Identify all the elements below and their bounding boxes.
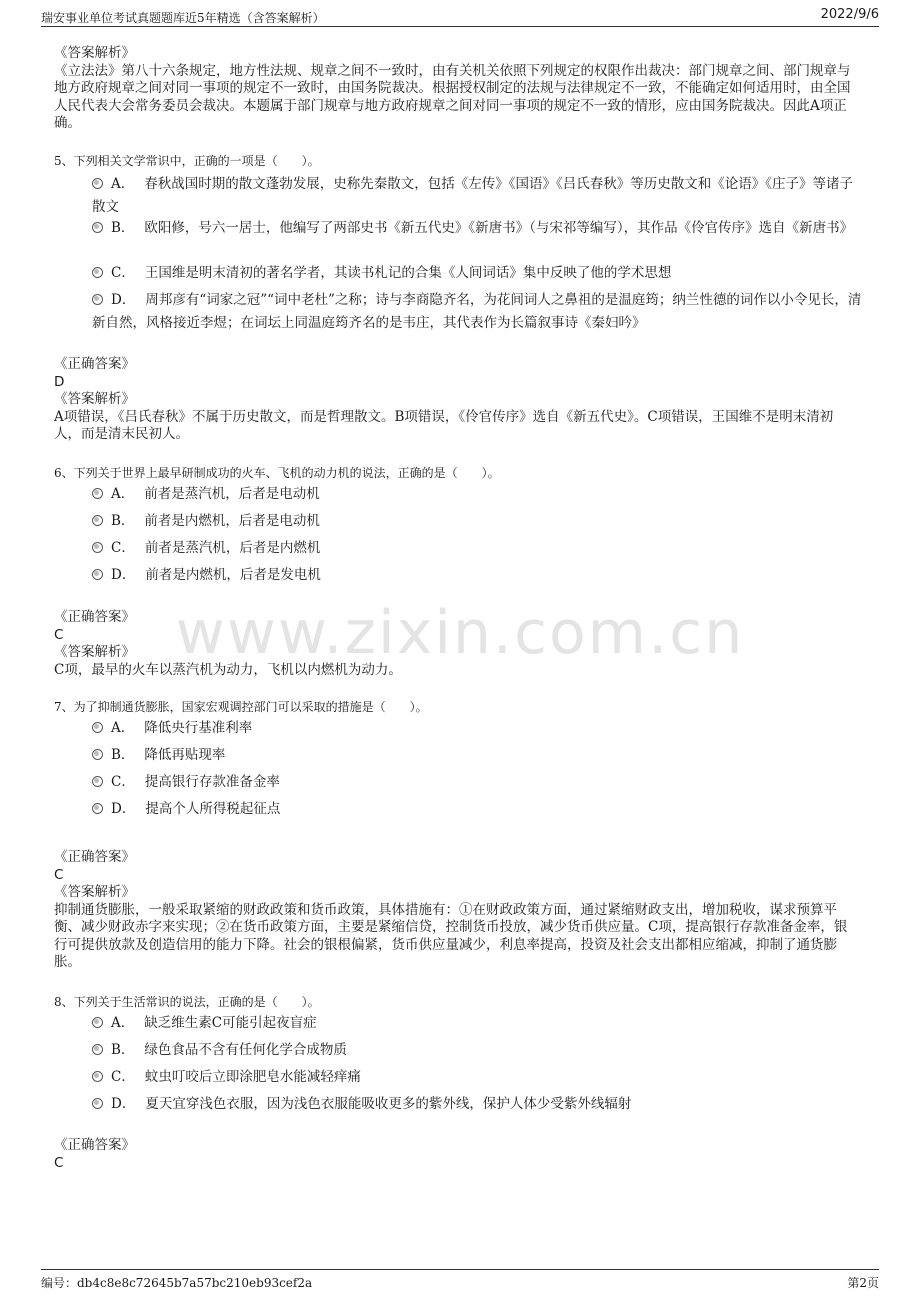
radio-icon[interactable]: [92, 803, 103, 814]
answer-label: 《正确答案》: [54, 609, 135, 625]
analysis-text: 抑制通货膨胀，一般采取紧缩的财政政策和货币政策，具体措施有：①在财政政策方面，通过紧缩财政支出，增加税收，谋求预算平衡、减少财政赤字来实现；②在货币政策方面，主要是紧缩信贷，控制货币投放，减少货币供应量。C项，提高银行存款准备金率，银行可提供放款及创造信用的能力下降。社会的银根偏紧，货币供应量减少，利息率提高，投资及社会支出都相应缩减，抑制了通货膨胀。: [54, 901, 848, 970]
option-a[interactable]: A． 前者是蒸汽机，后者是电动机: [92, 483, 864, 506]
radio-icon[interactable]: [92, 1071, 103, 1082]
radio-icon[interactable]: [92, 222, 103, 233]
option-d[interactable]: D． 夏天宜穿浅色衣服，因为浅色衣服能吸收更多的紫外线，保护人体少受紫外线辐射: [92, 1093, 864, 1116]
radio-icon[interactable]: [92, 488, 103, 499]
option-b[interactable]: B． 前者是内燃机，后者是电动机: [92, 510, 864, 533]
radio-icon[interactable]: [92, 749, 103, 760]
option-d[interactable]: D． 前者是内燃机，后者是发电机: [92, 564, 864, 587]
question-stem: 6、下列关于世界上最早研制成功的火车、飞机的动力机的说法，正确的是（ ）。: [54, 466, 500, 480]
option-a[interactable]: A． 春秋战国时期的散文蓬勃发展，史称先秦散文，包括《左传》《国语》《吕氏春秋》等历史散文和《论语》《庄子》等诸子散文: [92, 176, 853, 215]
option-d[interactable]: D． 提高个人所得税起征点: [92, 798, 864, 821]
option-d[interactable]: D． 周邦彦有“词家之冠”“词中老杜”之称；诗与李商隐齐名，为花间词人之鼻祖的是温庭筠；纳兰性德的词作以小令见长，清新自然，风格接近李煜；在词坛上同温庭筠齐名的是韦庄，其代表作为长篇叙事诗《秦妇吟》: [92, 292, 862, 331]
answer-label: 《正确答案》: [54, 356, 135, 372]
radio-icon[interactable]: [92, 1017, 103, 1028]
analysis-label: 《答案解析》: [54, 884, 135, 900]
watermark: www.zixin.com.cn: [175, 598, 745, 668]
option-c[interactable]: C． 提高银行存款准备金率: [92, 771, 864, 794]
answer-value: C: [54, 626, 64, 643]
answer-label: 《正确答案》: [54, 1137, 135, 1153]
analysis-text: A项错误，《吕氏春秋》不属于历史散文，而是哲理散文。B项错误，《伶官传序》选自《新五代史》。C项错误，王国维不是明末清初人，而是清末民初人。: [54, 408, 834, 442]
radio-icon[interactable]: [92, 776, 103, 787]
answer-value: D: [54, 373, 65, 390]
question-stem: 8、下列关于生活常识的说法，正确的是（ ）。: [54, 995, 320, 1009]
page-header: [41, 6, 879, 27]
analysis-label: 《答案解析》: [54, 45, 135, 61]
analysis-label: 《答案解析》: [54, 644, 135, 660]
page-footer: [41, 1269, 879, 1294]
document-code: 编号：db4c8e8c72645b7a57bc210eb93cef2a: [41, 1276, 313, 1290]
answer-block: [54, 849, 860, 972]
radio-icon[interactable]: [92, 569, 103, 580]
radio-icon[interactable]: [92, 722, 103, 733]
answer-value: C: [54, 1154, 64, 1171]
option-a[interactable]: A． 降低央行基准利率: [92, 717, 864, 740]
option-c[interactable]: C． 王国维是明末清初的著名学者，其读书札记的合集《人间词话》集中反映了他的学术思想: [92, 262, 864, 285]
analysis-label: 《答案解析》: [54, 391, 135, 407]
radio-icon[interactable]: [92, 178, 103, 189]
answer-value: C: [54, 866, 64, 883]
analysis-text: 《立法法》第八十六条规定，地方性法规、规章之间不一致时，由有关机关依照下列规定的权限作出裁决：部门规章之间、部门规章与地方政府规章之间对同一事项的规定不一致时，由国务院裁决。根据授权制定的法规与法律规定不一致，不能确定如何适用时，由全国人民代表大会常务委员会裁决。本题属于部门规章与地方政府规章之间对同一事项的规定不一致的情形，应由国务院裁决。因此A项正确。: [54, 62, 851, 131]
answer-block: [54, 356, 860, 444]
analysis-text: C项，最早的火车以蒸汽机为动力，飞机以内燃机为动力。: [54, 661, 402, 678]
radio-icon[interactable]: [92, 1098, 103, 1109]
radio-icon[interactable]: [92, 294, 103, 305]
radio-icon[interactable]: [92, 542, 103, 553]
answer-block: [54, 609, 860, 679]
radio-icon[interactable]: [92, 515, 103, 526]
prev-analysis-block: [54, 45, 860, 133]
document-title: 瑞安事业单位考试真题题库近5年精选（含答案解析）: [41, 11, 325, 25]
header-date: 2022/9/6: [820, 7, 879, 22]
option-b[interactable]: B． 欧阳修，号六一居士，他编写了两部史书《新五代史》《新唐书》（与宋祁等编写），其作品《伶官传序》选自《新唐书》: [92, 217, 864, 240]
question-stem: 5、下列相关文学常识中，正确的一项是（ ）。: [54, 154, 320, 168]
option-c[interactable]: C． 蚊虫叮咬后立即涂肥皂水能减轻痒痛: [92, 1066, 864, 1089]
answer-label: 《正确答案》: [54, 849, 135, 865]
question-stem: 7、为了抑制通货膨胀，国家宏观调控部门可以采取的措施是（ ）。: [54, 700, 428, 714]
page-number: 第2页: [847, 1276, 879, 1290]
option-b[interactable]: B． 降低再贴现率: [92, 744, 864, 767]
radio-icon[interactable]: [92, 1044, 103, 1055]
answer-block: [54, 1137, 860, 1172]
option-a[interactable]: A． 缺乏维生素C可能引起夜盲症: [92, 1012, 864, 1035]
radio-icon[interactable]: [92, 267, 103, 278]
option-b[interactable]: B． 绿色食品不含有任何化学合成物质: [92, 1039, 864, 1062]
option-c[interactable]: C． 前者是蒸汽机，后者是内燃机: [92, 537, 864, 560]
